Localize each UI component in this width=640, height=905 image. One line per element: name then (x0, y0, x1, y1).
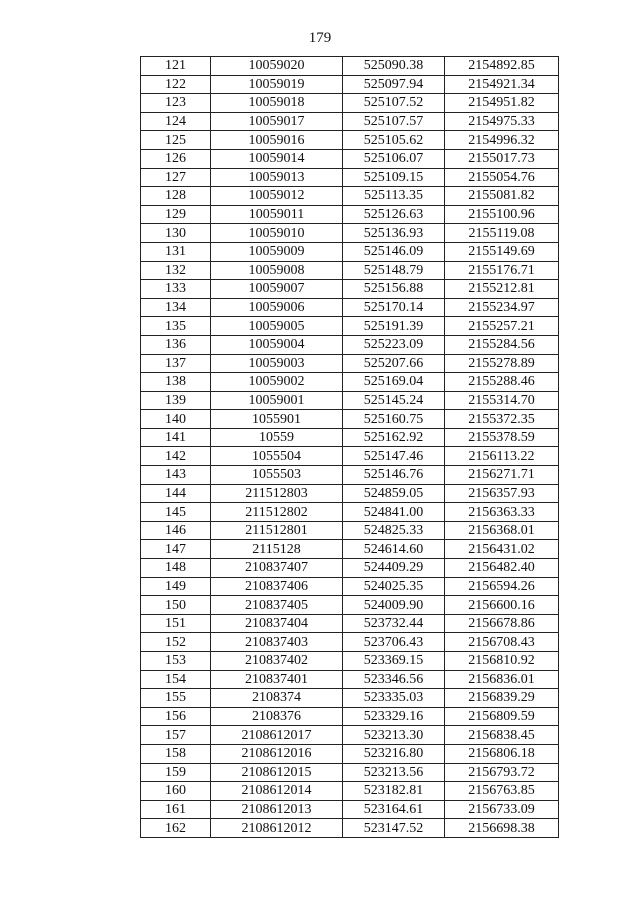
point-id-cell: 2115128 (211, 540, 343, 559)
row-index-cell: 140 (141, 410, 211, 429)
table-row (141, 689, 559, 708)
x-coordinate-cell: 525170.14 (343, 298, 445, 317)
y-coordinate-cell: 2154892.85 (445, 57, 559, 76)
y-coordinate-cell: 2155288.46 (445, 373, 559, 392)
y-coordinate-cell: 2156431.02 (445, 540, 559, 559)
point-id-cell: 2108612013 (211, 800, 343, 819)
x-coordinate-cell: 523213.30 (343, 726, 445, 745)
table-row (141, 447, 559, 466)
x-coordinate-cell: 525148.79 (343, 261, 445, 280)
x-coordinate-cell: 523369.15 (343, 652, 445, 671)
y-coordinate-cell: 2155284.56 (445, 335, 559, 354)
table-row (141, 410, 559, 429)
y-coordinate-cell: 2154921.34 (445, 75, 559, 94)
table-row (141, 466, 559, 485)
y-coordinate-cell: 2154996.32 (445, 131, 559, 150)
row-index-cell: 148 (141, 559, 211, 578)
y-coordinate-cell: 2155054.76 (445, 168, 559, 187)
y-coordinate-cell: 2156594.26 (445, 577, 559, 596)
x-coordinate-cell: 523213.56 (343, 763, 445, 782)
table-row (141, 131, 559, 150)
point-id-cell: 10059007 (211, 280, 343, 299)
table-row (141, 149, 559, 168)
row-index-cell: 158 (141, 744, 211, 763)
y-coordinate-cell: 2155149.69 (445, 242, 559, 261)
y-coordinate-cell: 2155378.59 (445, 428, 559, 447)
x-coordinate-cell: 523182.81 (343, 782, 445, 801)
x-coordinate-cell: 525146.09 (343, 242, 445, 261)
y-coordinate-cell: 2155119.08 (445, 224, 559, 243)
table-row (141, 614, 559, 633)
point-id-cell: 10059014 (211, 149, 343, 168)
table-row (141, 391, 559, 410)
row-index-cell: 121 (141, 57, 211, 76)
table-row (141, 819, 559, 838)
point-id-cell: 10059008 (211, 261, 343, 280)
table-row (141, 298, 559, 317)
x-coordinate-cell: 525126.63 (343, 205, 445, 224)
y-coordinate-cell: 2155176.71 (445, 261, 559, 280)
row-index-cell: 157 (141, 726, 211, 745)
x-coordinate-cell: 525207.66 (343, 354, 445, 373)
row-index-cell: 156 (141, 707, 211, 726)
point-id-cell: 210837406 (211, 577, 343, 596)
row-index-cell: 155 (141, 689, 211, 708)
row-index-cell: 126 (141, 149, 211, 168)
y-coordinate-cell: 2155314.70 (445, 391, 559, 410)
x-coordinate-cell: 524009.90 (343, 596, 445, 615)
x-coordinate-cell: 525090.38 (343, 57, 445, 76)
row-index-cell: 124 (141, 112, 211, 131)
row-index-cell: 132 (141, 261, 211, 280)
point-id-cell: 10059006 (211, 298, 343, 317)
point-id-cell: 10059012 (211, 187, 343, 206)
row-index-cell: 153 (141, 652, 211, 671)
row-index-cell: 133 (141, 280, 211, 299)
table-row (141, 373, 559, 392)
table-row (141, 652, 559, 671)
y-coordinate-cell: 2154975.33 (445, 112, 559, 131)
point-id-cell: 210837407 (211, 559, 343, 578)
table-row (141, 112, 559, 131)
point-id-cell: 10059005 (211, 317, 343, 336)
y-coordinate-cell: 2155372.35 (445, 410, 559, 429)
row-index-cell: 141 (141, 428, 211, 447)
y-coordinate-cell: 2155257.21 (445, 317, 559, 336)
x-coordinate-cell: 525107.52 (343, 94, 445, 113)
table-row (141, 707, 559, 726)
x-coordinate-cell: 524825.33 (343, 521, 445, 540)
table-row (141, 800, 559, 819)
x-coordinate-cell: 525109.15 (343, 168, 445, 187)
x-coordinate-cell: 525146.76 (343, 466, 445, 485)
table-row (141, 540, 559, 559)
point-id-cell: 10059003 (211, 354, 343, 373)
point-id-cell: 10059001 (211, 391, 343, 410)
x-coordinate-cell: 523329.16 (343, 707, 445, 726)
x-coordinate-cell: 523732.44 (343, 614, 445, 633)
point-id-cell: 10059019 (211, 75, 343, 94)
table-row (141, 187, 559, 206)
x-coordinate-cell: 525162.92 (343, 428, 445, 447)
row-index-cell: 128 (141, 187, 211, 206)
table-row (141, 205, 559, 224)
table-row (141, 596, 559, 615)
table-row (141, 484, 559, 503)
table-row (141, 280, 559, 299)
row-index-cell: 142 (141, 447, 211, 466)
y-coordinate-cell: 2155234.97 (445, 298, 559, 317)
x-coordinate-cell: 525113.35 (343, 187, 445, 206)
row-index-cell: 150 (141, 596, 211, 615)
row-index-cell: 139 (141, 391, 211, 410)
row-index-cell: 152 (141, 633, 211, 652)
row-index-cell: 149 (141, 577, 211, 596)
y-coordinate-cell: 2156357.93 (445, 484, 559, 503)
x-coordinate-cell: 525145.24 (343, 391, 445, 410)
y-coordinate-cell: 2155212.81 (445, 280, 559, 299)
row-index-cell: 127 (141, 168, 211, 187)
table-row (141, 577, 559, 596)
x-coordinate-cell: 523706.43 (343, 633, 445, 652)
row-index-cell: 145 (141, 503, 211, 522)
row-index-cell: 129 (141, 205, 211, 224)
y-coordinate-cell: 2156271.71 (445, 466, 559, 485)
table-row (141, 521, 559, 540)
x-coordinate-cell: 525106.07 (343, 149, 445, 168)
x-coordinate-cell: 523147.52 (343, 819, 445, 838)
y-coordinate-cell: 2155100.96 (445, 205, 559, 224)
x-coordinate-cell: 524841.00 (343, 503, 445, 522)
point-id-cell: 10059002 (211, 373, 343, 392)
point-id-cell: 211512803 (211, 484, 343, 503)
y-coordinate-cell: 2156113.22 (445, 447, 559, 466)
point-id-cell: 10059010 (211, 224, 343, 243)
point-id-cell: 10559 (211, 428, 343, 447)
y-coordinate-cell: 2156838.45 (445, 726, 559, 745)
row-index-cell: 154 (141, 670, 211, 689)
x-coordinate-cell: 525156.88 (343, 280, 445, 299)
x-coordinate-cell: 525223.09 (343, 335, 445, 354)
table-row (141, 224, 559, 243)
point-id-cell: 2108612017 (211, 726, 343, 745)
row-index-cell: 125 (141, 131, 211, 150)
table-row (141, 559, 559, 578)
table-body (141, 57, 559, 838)
row-index-cell: 162 (141, 819, 211, 838)
table-row (141, 168, 559, 187)
row-index-cell: 123 (141, 94, 211, 113)
table-row (141, 763, 559, 782)
table-row (141, 782, 559, 801)
x-coordinate-cell: 523335.03 (343, 689, 445, 708)
y-coordinate-cell: 2155017.73 (445, 149, 559, 168)
row-index-cell: 160 (141, 782, 211, 801)
page-number: 179 (308, 30, 332, 46)
row-index-cell: 137 (141, 354, 211, 373)
y-coordinate-cell: 2156806.18 (445, 744, 559, 763)
row-index-cell: 135 (141, 317, 211, 336)
row-index-cell: 159 (141, 763, 211, 782)
y-coordinate-cell: 2156810.92 (445, 652, 559, 671)
y-coordinate-cell: 2156708.43 (445, 633, 559, 652)
point-id-cell: 1055503 (211, 466, 343, 485)
x-coordinate-cell: 525105.62 (343, 131, 445, 150)
table-row (141, 670, 559, 689)
table-row (141, 428, 559, 447)
point-id-cell: 1055504 (211, 447, 343, 466)
y-coordinate-cell: 2156793.72 (445, 763, 559, 782)
x-coordinate-cell: 524409.29 (343, 559, 445, 578)
y-coordinate-cell: 2156698.38 (445, 819, 559, 838)
y-coordinate-cell: 2156368.01 (445, 521, 559, 540)
row-index-cell: 138 (141, 373, 211, 392)
x-coordinate-cell: 523216.80 (343, 744, 445, 763)
table-row (141, 726, 559, 745)
point-id-cell: 2108612012 (211, 819, 343, 838)
table-row (141, 242, 559, 261)
row-index-cell: 136 (141, 335, 211, 354)
point-id-cell: 10059016 (211, 131, 343, 150)
y-coordinate-cell: 2156839.29 (445, 689, 559, 708)
row-index-cell: 131 (141, 242, 211, 261)
row-index-cell: 147 (141, 540, 211, 559)
x-coordinate-cell: 525191.39 (343, 317, 445, 336)
point-id-cell: 10059018 (211, 94, 343, 113)
table-row (141, 335, 559, 354)
table-row (141, 94, 559, 113)
point-id-cell: 211512802 (211, 503, 343, 522)
y-coordinate-cell: 2156836.01 (445, 670, 559, 689)
y-coordinate-cell: 2156678.86 (445, 614, 559, 633)
row-index-cell: 143 (141, 466, 211, 485)
y-coordinate-cell: 2156600.16 (445, 596, 559, 615)
x-coordinate-cell: 524614.60 (343, 540, 445, 559)
x-coordinate-cell: 524025.35 (343, 577, 445, 596)
point-id-cell: 211512801 (211, 521, 343, 540)
row-index-cell: 144 (141, 484, 211, 503)
y-coordinate-cell: 2156363.33 (445, 503, 559, 522)
table-row (141, 633, 559, 652)
table-row (141, 317, 559, 336)
table-row (141, 261, 559, 280)
x-coordinate-cell: 525160.75 (343, 410, 445, 429)
y-coordinate-cell: 2156733.09 (445, 800, 559, 819)
point-id-cell: 2108612014 (211, 782, 343, 801)
table-row (141, 744, 559, 763)
y-coordinate-cell: 2156809.59 (445, 707, 559, 726)
y-coordinate-cell: 2156482.40 (445, 559, 559, 578)
point-id-cell: 10059009 (211, 242, 343, 261)
x-coordinate-cell: 523164.61 (343, 800, 445, 819)
row-index-cell: 134 (141, 298, 211, 317)
coordinates-table (140, 56, 559, 838)
y-coordinate-cell: 2156763.85 (445, 782, 559, 801)
x-coordinate-cell: 524859.05 (343, 484, 445, 503)
point-id-cell: 10059004 (211, 335, 343, 354)
table-row (141, 503, 559, 522)
x-coordinate-cell: 523346.56 (343, 670, 445, 689)
point-id-cell: 2108376 (211, 707, 343, 726)
x-coordinate-cell: 525107.57 (343, 112, 445, 131)
row-index-cell: 130 (141, 224, 211, 243)
y-coordinate-cell: 2155278.89 (445, 354, 559, 373)
point-id-cell: 210837404 (211, 614, 343, 633)
row-index-cell: 146 (141, 521, 211, 540)
point-id-cell: 210837403 (211, 633, 343, 652)
y-coordinate-cell: 2155081.82 (445, 187, 559, 206)
point-id-cell: 10059011 (211, 205, 343, 224)
point-id-cell: 210837401 (211, 670, 343, 689)
x-coordinate-cell: 525169.04 (343, 373, 445, 392)
row-index-cell: 151 (141, 614, 211, 633)
point-id-cell: 210837405 (211, 596, 343, 615)
x-coordinate-cell: 525136.93 (343, 224, 445, 243)
point-id-cell: 2108612015 (211, 763, 343, 782)
row-index-cell: 161 (141, 800, 211, 819)
table-row (141, 354, 559, 373)
x-coordinate-cell: 525097.94 (343, 75, 445, 94)
y-coordinate-cell: 2154951.82 (445, 94, 559, 113)
x-coordinate-cell: 525147.46 (343, 447, 445, 466)
point-id-cell: 10059013 (211, 168, 343, 187)
table-row (141, 57, 559, 76)
table-row (141, 75, 559, 94)
point-id-cell: 210837402 (211, 652, 343, 671)
point-id-cell: 10059017 (211, 112, 343, 131)
point-id-cell: 2108612016 (211, 744, 343, 763)
point-id-cell: 1055901 (211, 410, 343, 429)
row-index-cell: 122 (141, 75, 211, 94)
point-id-cell: 2108374 (211, 689, 343, 708)
point-id-cell: 10059020 (211, 57, 343, 76)
